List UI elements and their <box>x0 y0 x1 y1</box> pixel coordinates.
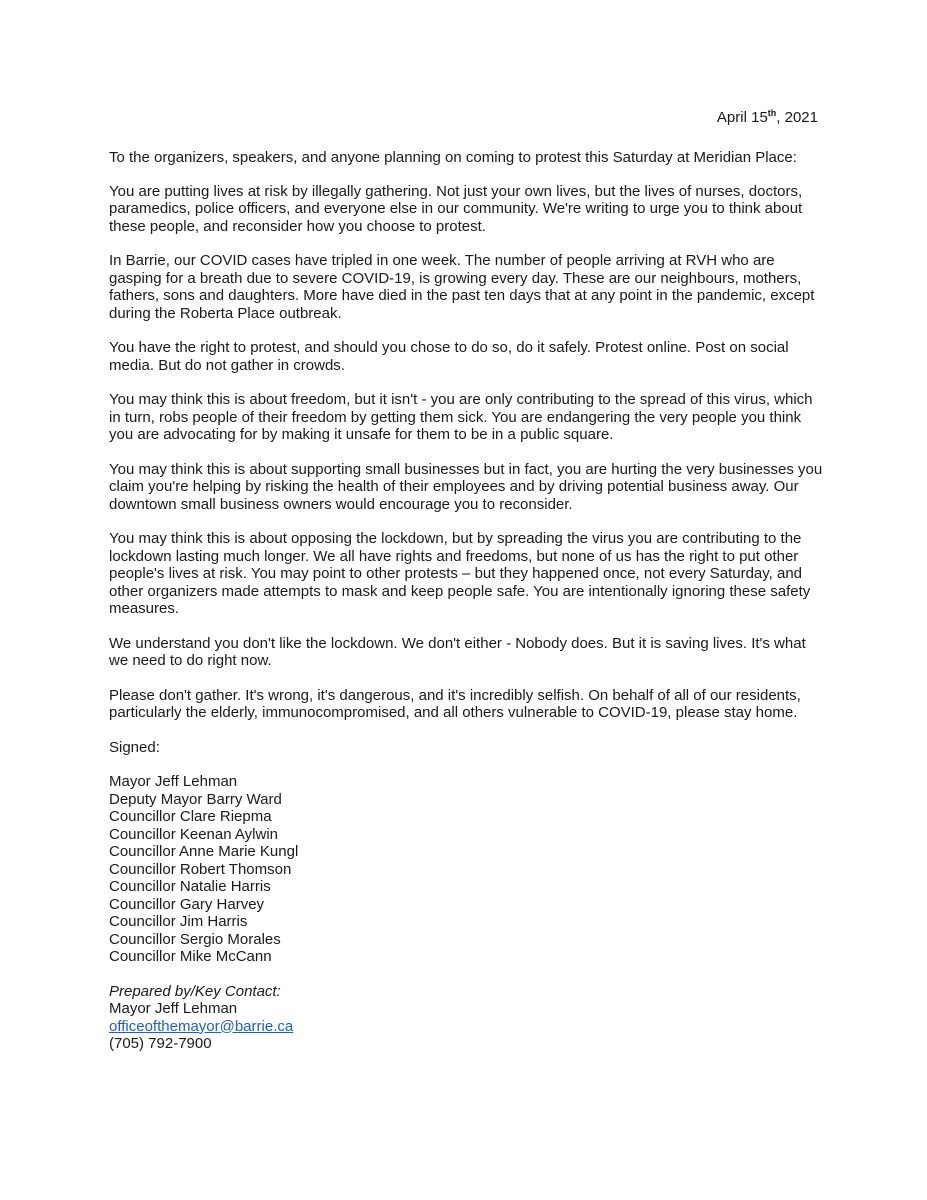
letter-body <box>109 149 827 1053</box>
contact-phone: (705) 792-7900 <box>109 1035 212 1052</box>
paragraph-6: You may think this is about opposing the lockdown, but by spreading the virus you are contributing to the lockdown lasting much longer. We all have rights and freedoms, but none of us has the right to put other people's lives at risk. You may point to other protests – but they happened once, not every Saturday, and other organizers made attempts to mask and keep people safe. You are intentionally ignoring these safety measures. <box>109 530 811 617</box>
signers-list <box>109 773 827 966</box>
signer: Councillor Keenan Aylwin <box>109 825 278 843</box>
paragraph-5: You may think this is about supporting small businesses but in fact, you are hurting the very businesses you claim you're helping by risking the health of their employees and by driving potential business away. Our downtown small business owners would encourage you to reconsider. <box>109 460 823 513</box>
key-contact <box>109 983 827 1053</box>
paragraph-1: You are putting lives at risk by illegally gathering. Not just your own lives, but the lives of nurses, doctors, paramedics, police officers, and everyone else in our community. We're writing to urge you to think about these people, and reconsider how you choose to protest. <box>109 182 803 235</box>
contact-name: Mayor Jeff Lehman <box>109 1000 238 1017</box>
paragraph-3: You have the right to protest, and should you chose to do so, do it safely. Protest online. Post on social media. But do not gather in crowds. <box>109 339 789 374</box>
date-ordinal-suffix: th <box>767 108 777 118</box>
signer: Councillor Anne Marie Kungl <box>109 843 299 860</box>
date-year: , 2021 <box>776 109 818 126</box>
paragraph-2: In Barrie, our COVID cases have tripled in one week. The number of people arriving at RVH who are gasping for a breath due to severe COVID-19, is growing every day. These are our neighbours, mothers, fathers, sons and daughters. More have died in the past ten days that at any point in the pandemic, except during the Roberta Place outbreak. <box>109 252 815 322</box>
paragraph-7: We understand you don't like the lockdown. We don't either - Nobody does. But it is saving lives. It's what we need to do right now. <box>109 634 806 669</box>
paragraph-8: Please don't gather. It's wrong, it's dangerous, and it's incredibly selfish. On behalf of all of our residents, particularly the elderly, immunocompromised, and all others vulnerable to COVID-19, please stay home. <box>109 686 801 721</box>
date-day: April 15 <box>716 109 768 126</box>
signer: Councillor Mike McCann <box>109 948 272 965</box>
letter-date <box>717 109 818 127</box>
signer: Councillor Gary Harvey <box>109 895 265 913</box>
signer: Mayor Jeff Lehman <box>109 773 238 790</box>
signer: Deputy Mayor Barry Ward <box>109 790 282 808</box>
signer: Councillor Jim Harris <box>109 913 248 930</box>
signer: Councillor Robert Thomson <box>109 860 292 878</box>
contact-heading: Prepared by/Key Contact: <box>109 982 281 1000</box>
salutation: To the organizers, speakers, and anyone planning on coming to protest this Saturday at Meridian Place: <box>109 149 797 166</box>
paragraph-4: You may think this is about freedom, but it isn't - you are only contributing to the spread of this virus, which in turn, robs people of their freedom by getting them sick. You are endangering the very people you think you are advocating for by making it unsafe for them to be in a public square. <box>109 391 813 443</box>
signer: Councillor Clare Riepma <box>109 808 272 825</box>
contact-email-link[interactable]: officeofthemayor@barrie.ca <box>109 1017 294 1035</box>
signed-label: Signed: <box>109 738 160 756</box>
signer: Councillor Sergio Morales <box>109 930 281 948</box>
signer: Councillor Natalie Harris <box>109 878 271 895</box>
